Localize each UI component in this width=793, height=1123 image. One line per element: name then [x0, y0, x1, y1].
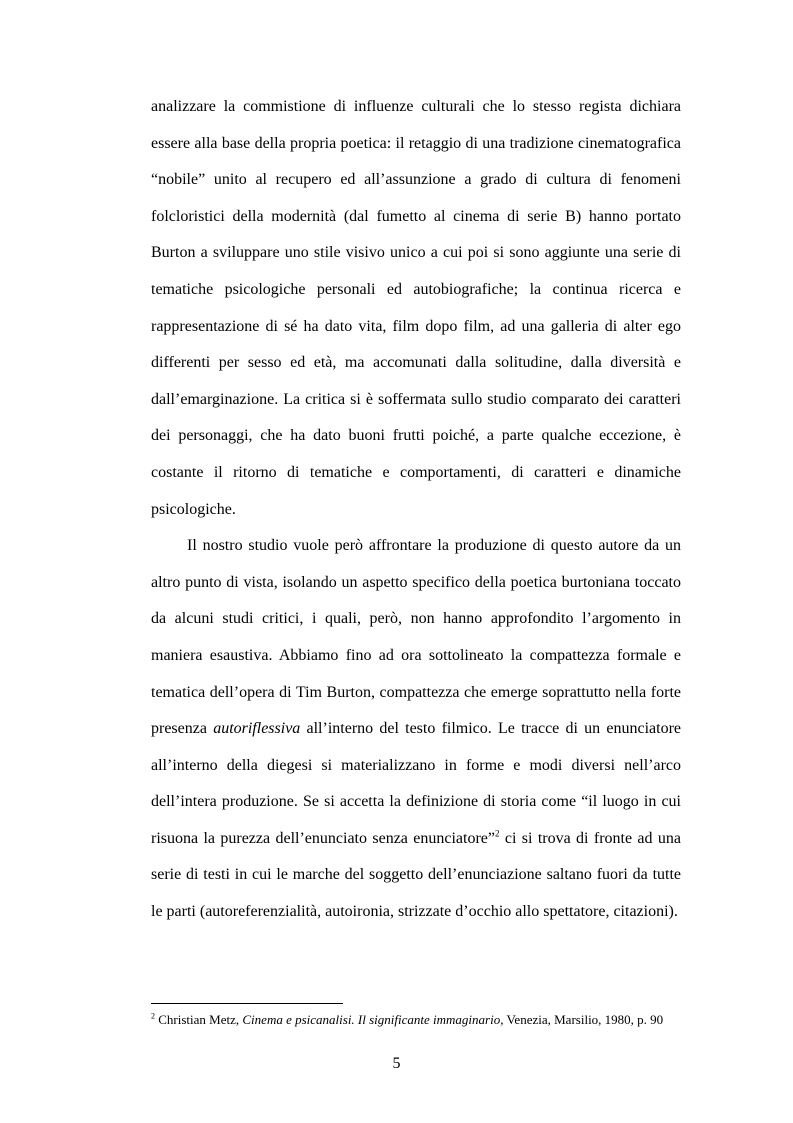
footnote-author: Christian Metz, — [155, 1012, 243, 1027]
paragraph-2-text-part-2: all’interno del testo filmico. Le tracce di un enunciatore all’interno della diegesi si materializzano in forme e modi diversi nell’arco dell’intera produzione. Se si accetta la definizione di storia come “il luogo in cui risuona la purezza dell’enunciato senza enunciatore” — [151, 720, 681, 847]
paragraph-2 — [151, 528, 681, 931]
paragraph-1 — [151, 89, 681, 528]
paragraph-2-text-part-1: Il nostro studio vuole però affrontare la produzione di questo autore da un altro punto di vista, isolando un aspetto specifico della poetica burtoniana toccato da alcuni studi critici, i quali, però, non hanno approfondito l’argomento in maniera esaustiva. Abbiamo fino ad ora sottolineato la compattezza formale e tematica dell’opera di Tim Burton, compattezza che emerge soprattutto nella forte presenza — [151, 537, 681, 738]
footnote-divider — [151, 1003, 343, 1004]
footnote-publication: , Venezia, Marsilio, 1980, p. 90 — [500, 1012, 664, 1027]
footnote-title: Cinema e psicanalisi. Il significante immaginario — [242, 1012, 501, 1027]
paragraph-2-text-part-3: ci si trova di fronte ad una serie di testi in cui le marche del soggetto dell’enunciazione saltano fuori da tutte le parti (autoreferenzialità, autoironia, strizzate d’occhio allo spettatore, citazioni). — [151, 829, 682, 921]
footnote-reference[interactable]: 2 — [495, 828, 500, 839]
footnote-number: 2 — [151, 1011, 155, 1021]
page-number: 5 — [392, 1055, 401, 1072]
footnote — [151, 1012, 711, 1028]
paragraph-2-italic-term: autoriflessiva — [213, 720, 301, 738]
body-text — [151, 89, 681, 931]
paragraph-1-text: analizzare la commistione di influenze culturali che lo stesso regista dichiara essere alla base della propria poetica: il retaggio di una tradizione cinematografica “nobile” unito al recupero ed all’assunzione a grado di cultura di fenomeni folcloristici della modernità (dal fumetto al cinema di serie B) hanno portato Burton a sviluppare uno stile visivo unico a cui poi si sono aggiunte una serie di tematiche psicologiche personali ed autobiografiche; la continua ricerca e rappresentazione di sé ha dato vita, film dopo film, ad una galleria di alter ego differenti per sesso ed età, ma accomunati dalla solitudine, dalla diversità e dall’emarginazione. La critica si è soffermata sullo studio comparato dei caratteri dei personaggi, che ha dato buoni frutti poiché, a parte qualche eccezione, è costante il ritorno di tematiche e comportamenti, di caratteri e dinamiche psicologiche. — [151, 98, 681, 518]
